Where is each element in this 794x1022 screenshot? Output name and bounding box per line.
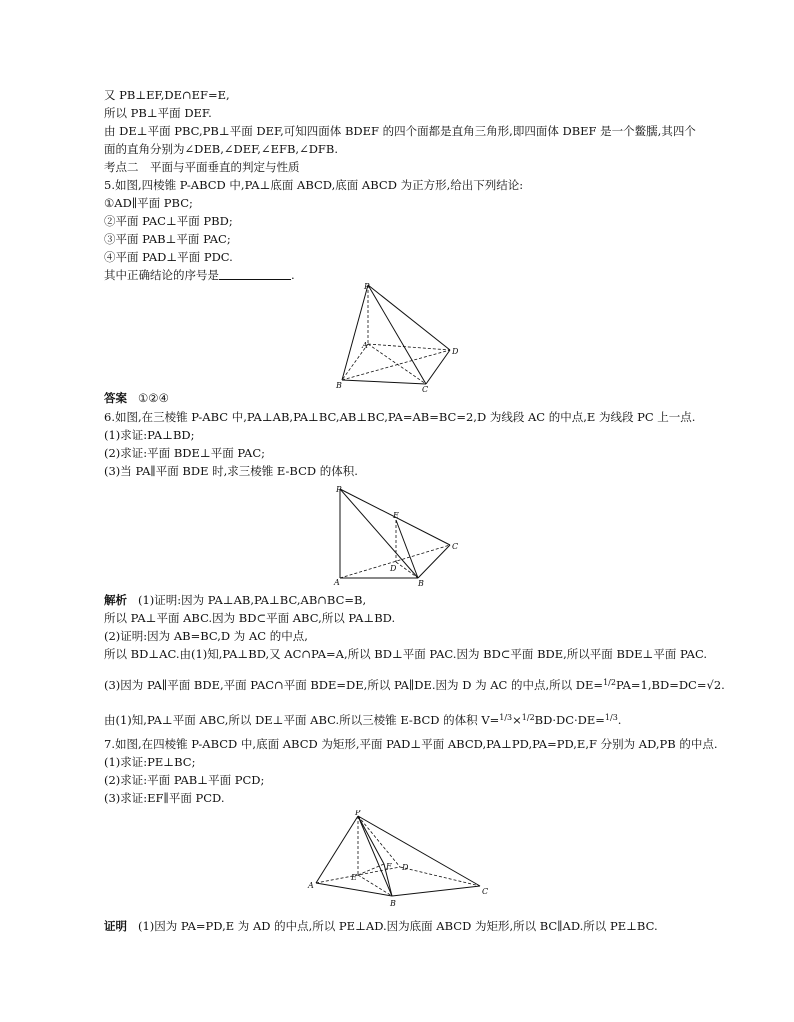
text-line: 又 PB⊥EF,DE∩EF=E,: [104, 88, 230, 102]
math-line: [104, 710, 621, 728]
vertex-label: C: [482, 887, 489, 896]
section-heading: 考点二 平面与平面垂直的判定与性质: [104, 160, 300, 174]
vertex-label: A: [334, 578, 340, 587]
vertex-label: A: [308, 881, 314, 890]
proof-label: 证明: [104, 919, 127, 933]
text-span: (1)证明:因为 PA⊥AB,PA⊥BC,AB∩BC=B,: [137, 593, 367, 607]
figure-problem-5: [330, 280, 460, 395]
text-span: (3)因为 PA∥平面 BDE,平面 PAC∩平面 BDE=DE,所以 PA∥DE.因为 D 为 AC 的中点,所以 DE=: [104, 678, 604, 692]
text-line: (2)证明:因为 AB=BC,D 为 AC 的中点,: [104, 629, 308, 643]
text-line: (3)求证:EF∥平面 PCD.: [104, 791, 225, 805]
text-line: 由 DE⊥平面 PBC,PB⊥平面 DEF,可知四面体 BDEF 的四个面都是直角三角形,即四面体 DBEF 是一个鳖臑,其四个: [104, 124, 696, 138]
text-line: (1)求证:PE⊥BC;: [104, 755, 196, 769]
vertex-label: F: [386, 862, 392, 871]
vertex-label: P: [336, 485, 342, 494]
fraction: 1/3: [604, 713, 618, 722]
text-line: ④平面 PAD⊥平面 PDC.: [104, 250, 233, 264]
vertex-label: C: [452, 542, 459, 551]
text-span: 由(1)知,PA⊥平面 ABC,所以 DE⊥平面 ABC.所以三棱锥 E-BCD 的体积 V=: [104, 713, 500, 727]
proof-line: [104, 919, 658, 934]
vertex-label: B: [390, 899, 396, 908]
math-line: [104, 675, 725, 693]
vertex-label: E: [393, 511, 399, 520]
vertex-label: D: [402, 863, 409, 872]
text-line: ①AD∥平面 PBC;: [104, 196, 193, 210]
text-line: 所以 PA⊥平面 ABC.因为 BD⊂平面 ABC,所以 PA⊥BD.: [104, 611, 396, 625]
solution-line: [104, 593, 366, 608]
fill-blank-line: [104, 268, 295, 283]
answer-line: [104, 391, 169, 406]
figure-problem-6: [332, 483, 468, 587]
fraction: 1/2: [603, 678, 616, 687]
answer-blank: [219, 268, 291, 280]
vertex-label: A: [362, 341, 368, 350]
text-line: 所以 PB⊥平面 DEF.: [104, 106, 212, 120]
text-line: (2)求证:平面 BDE⊥平面 PAC;: [104, 446, 266, 460]
text-span: BD·DC·DE=: [534, 713, 605, 727]
fraction: 1/3: [499, 713, 513, 722]
solution-label: 解析: [104, 593, 127, 607]
problem-5-statement: 5.如图,四棱锥 P-ABCD 中,PA⊥底面 ABCD,底面 ABCD 为正方形,给出下列结论:: [104, 178, 524, 192]
text-line: (2)求证:平面 PAB⊥平面 PCD;: [104, 773, 265, 787]
text-span: .: [617, 713, 622, 727]
vertex-label: P: [364, 282, 370, 291]
vertex-label: E: [351, 873, 357, 882]
text-line: 所以 BD⊥AC.由(1)知,PA⊥BD,又 AC∩PA=A,所以 BD⊥平面 PAC.因为 BD⊂平面 BDE,所以平面 BDE⊥平面 PAC.: [104, 647, 708, 661]
text-span: PA=1,BD=DC=√2.: [615, 678, 725, 692]
text-line: ②平面 PAC⊥平面 PBD;: [104, 214, 233, 228]
text-span: .: [291, 268, 295, 282]
text-line: (1)求证:PA⊥BD;: [104, 428, 195, 442]
answer-label: 答案: [104, 391, 127, 405]
answer-text: ①②④: [137, 391, 169, 405]
fraction: 1/2: [521, 713, 535, 722]
figure-problem-7: [304, 810, 500, 910]
vertex-label: D: [390, 564, 397, 573]
vertex-label: B: [418, 579, 424, 587]
text-span: ×: [512, 713, 522, 727]
text-line: ③平面 PAB⊥平面 PAC;: [104, 232, 231, 246]
text-span: 其中正确结论的序号是: [104, 268, 219, 282]
problem-6-statement: 6.如图,在三棱锥 P-ABC 中,PA⊥AB,PA⊥BC,AB⊥BC,PA=AB=BC=2,D 为线段 AC 的中点,E 为线段 PC 上一点.: [104, 410, 696, 424]
vertex-label: B: [336, 381, 342, 390]
text-line: 面的直角分别为∠DEB,∠DEF,∠EFB,∠DFB.: [104, 142, 339, 156]
text-line: (3)当 PA∥平面 BDE 时,求三棱锥 E-BCD 的体积.: [104, 464, 358, 478]
problem-7-statement: 7.如图,在四棱锥 P-ABCD 中,底面 ABCD 为矩形,平面 PAD⊥平面 ABCD,PA⊥PD,PA=PD,E,F 分别为 AD,PB 的中点.: [104, 737, 718, 751]
vertex-label: C: [422, 385, 429, 394]
vertex-label: D: [452, 347, 459, 356]
text-span: (1)因为 PA=PD,E 为 AD 的中点,所以 PE⊥AD.因为底面 ABCD 为矩形,所以 BC∥AD.所以 PE⊥BC.: [137, 919, 658, 933]
vertex-label: P: [355, 810, 361, 817]
